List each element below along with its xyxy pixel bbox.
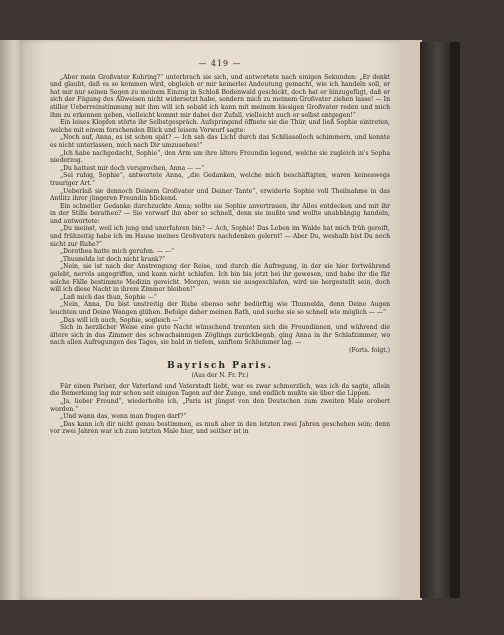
paragraph: „Ich habe nachgedacht, Sophie“, den Arm um ihre ältere Freundin legend, welche sie zugleich in's Sopha niederzog.	[50, 149, 390, 165]
section-paragraph: Für einen Pariser, der Vaterland und Vaterstadt liebt, war es zwar schmerzlich, was ich da sagte, allein die Bemerkung lag mir schon seit einigen Tagen auf der Zunge, und endlich mußte sie über die Lippen.	[50, 382, 390, 398]
continuation-note: (Forts. folgt.)	[349, 346, 390, 354]
paragraph: Ein leises Klopfen störte ihr Selbstgespräch. Aufspringend öffnete sie die Thür, und ließ Sophie eintreten, welche mit einem forschenden Blick und leisem Vorwurf sagte:	[50, 119, 390, 134]
paragraph: „Du meinst, weil ich jung und unerfahren bin? — Ach, Sophie! Das Leben im Walde hat mich früh gereift, und frühzeitig habe ich im Hause meines Großvaters nachdenken gelernt! — Aber Du, weshalb bist Du noch nicht zur Ruhe?“	[50, 225, 390, 248]
book-cover	[420, 42, 450, 598]
paragraph: „Sei ruhig, Sophie“, antwortete Anna, „die Gedanken, welche mich beschäftigten, waren keineswegs trauriger Art.“	[50, 172, 390, 187]
paragraph: „Du hattest mir doch versprochen, Anna — —“	[60, 164, 205, 172]
page-text	[50, 60, 390, 436]
paragraph: „Aber mein Großvater Kohring?“ unterbrach sie sich, und antwortete nach einigen Sekunden: „Er denkt und glaubt, daß es so kommen wird, obgleich er mir keinerlei Andeutung gemacht, wie ich handeln soll, er hat mir nur seinen Segen zu meinem Einzug in Schloß Bodenwald geschickt, doch hat er hinzugefügt, daß er sich der Fügung des Allweisen nicht widersetzt habe, sondern mich zu meinem Großvater ziehen lasse! — In stiller Ueberreinstimmung mit ihm will ich sobald ich kann mit meinem hiesigen Großvater reden und mich ihm zu erkennen geben, vielleicht kommt mir dabei der Zufall, vielleicht auch er selbst entgegen!“	[50, 73, 390, 119]
paragraph: „Nein, Anna, Du bist unstreitig der Ruhe ebenso sehr bedürftig wie Thusnelda, denn Deine Augen leuchten und Deine Wangen glühen. Befolge daher meinen Rath, und suche sie so schnell wie möglich — —“	[50, 301, 390, 316]
paragraph: „Das will ich auch, Sophie, sogleich —“	[60, 316, 182, 324]
paragraph: „Noch auf, Anna, es ist schon spät? — Ich sah das Licht durch das Schlüsselloch schimmern, und konnte es nicht unterlassen, mich nach Dir umzusehen!“	[50, 134, 390, 149]
paragraph: „Nein, sie ist nach der Anstrengung der Reise, und durch die Aufregung, in der sie hier fortwährend gelebt, nervös angegriffen, und kann nicht schlafen. Ich bin bis jetzt bei ihr gewesen, und habe ihr die für solche Fälle bestimmte Medizin gereicht. Morgen, wenn sie ausgeschlafen, wird sie hergestellt sein, doch will ich diese Nacht in ihrem Zimmer bleiben!“	[50, 263, 390, 294]
paragraph: Ein schneller Gedanke durchzuckte Anna; sollte sie Sophie anvertrauen, ihr Alles entdecken und mit ihr in der Stille berathen? — Sie verwarf ihn aber so schnell, denn sie mußte und wollte unabhängig handeln, und antwortete:	[50, 202, 390, 225]
book-spine	[450, 42, 460, 598]
paragraph: „Dorothea hatte mich gerufen. — —“	[60, 248, 175, 256]
section-paragraph: „Und wann das, wenn man fragen darf?“	[60, 413, 187, 421]
page-number: — 419 —	[198, 59, 242, 68]
section-source: (Aus der N. Fr. Pr.)	[191, 372, 249, 380]
section-paragraph: „Ja, lieber Freund“, wiederholte ich, „Paris ist jüngst von den Deutschen zum zweiten Male erobert worden.“	[50, 397, 390, 413]
paragraph: „Thusnelda ist doch nicht krank?“	[60, 255, 166, 263]
page-stack-edge	[400, 40, 422, 600]
paragraph: Sich in herzlicher Weise eine gute Nacht wünschend trennten sich die Freundinnen, und während die ältere sich in das Zimmer des schwachsinnigen Zöglings zurückbegab, ging Anna in ihr Schlafzimmer, wo nach allen Aufregungen des Tages, sie bald in tiefem, sanftem Schlummer lag. —	[50, 324, 390, 347]
section-title: Bayrisch Paris.	[167, 360, 273, 371]
section-paragraph: „Das kann ich dir nicht genau bestimmen, es muß aber in den letzten zwei Jahren geschehen sein; denn vor zwei Jahren war ich zum letzten Male hier, und seither ist in	[50, 420, 390, 436]
paragraph: „Ueberlaß sie dennoch Deinem Großvater und Deiner Tante“, erwiderte Sophie voll Theilnahme in das Antlitz ihrer jüngeren Freundin blickend.	[50, 187, 390, 203]
paragraph: „Laß mich das thun, Sophie —“	[60, 293, 157, 301]
left-page-edge	[0, 40, 20, 600]
